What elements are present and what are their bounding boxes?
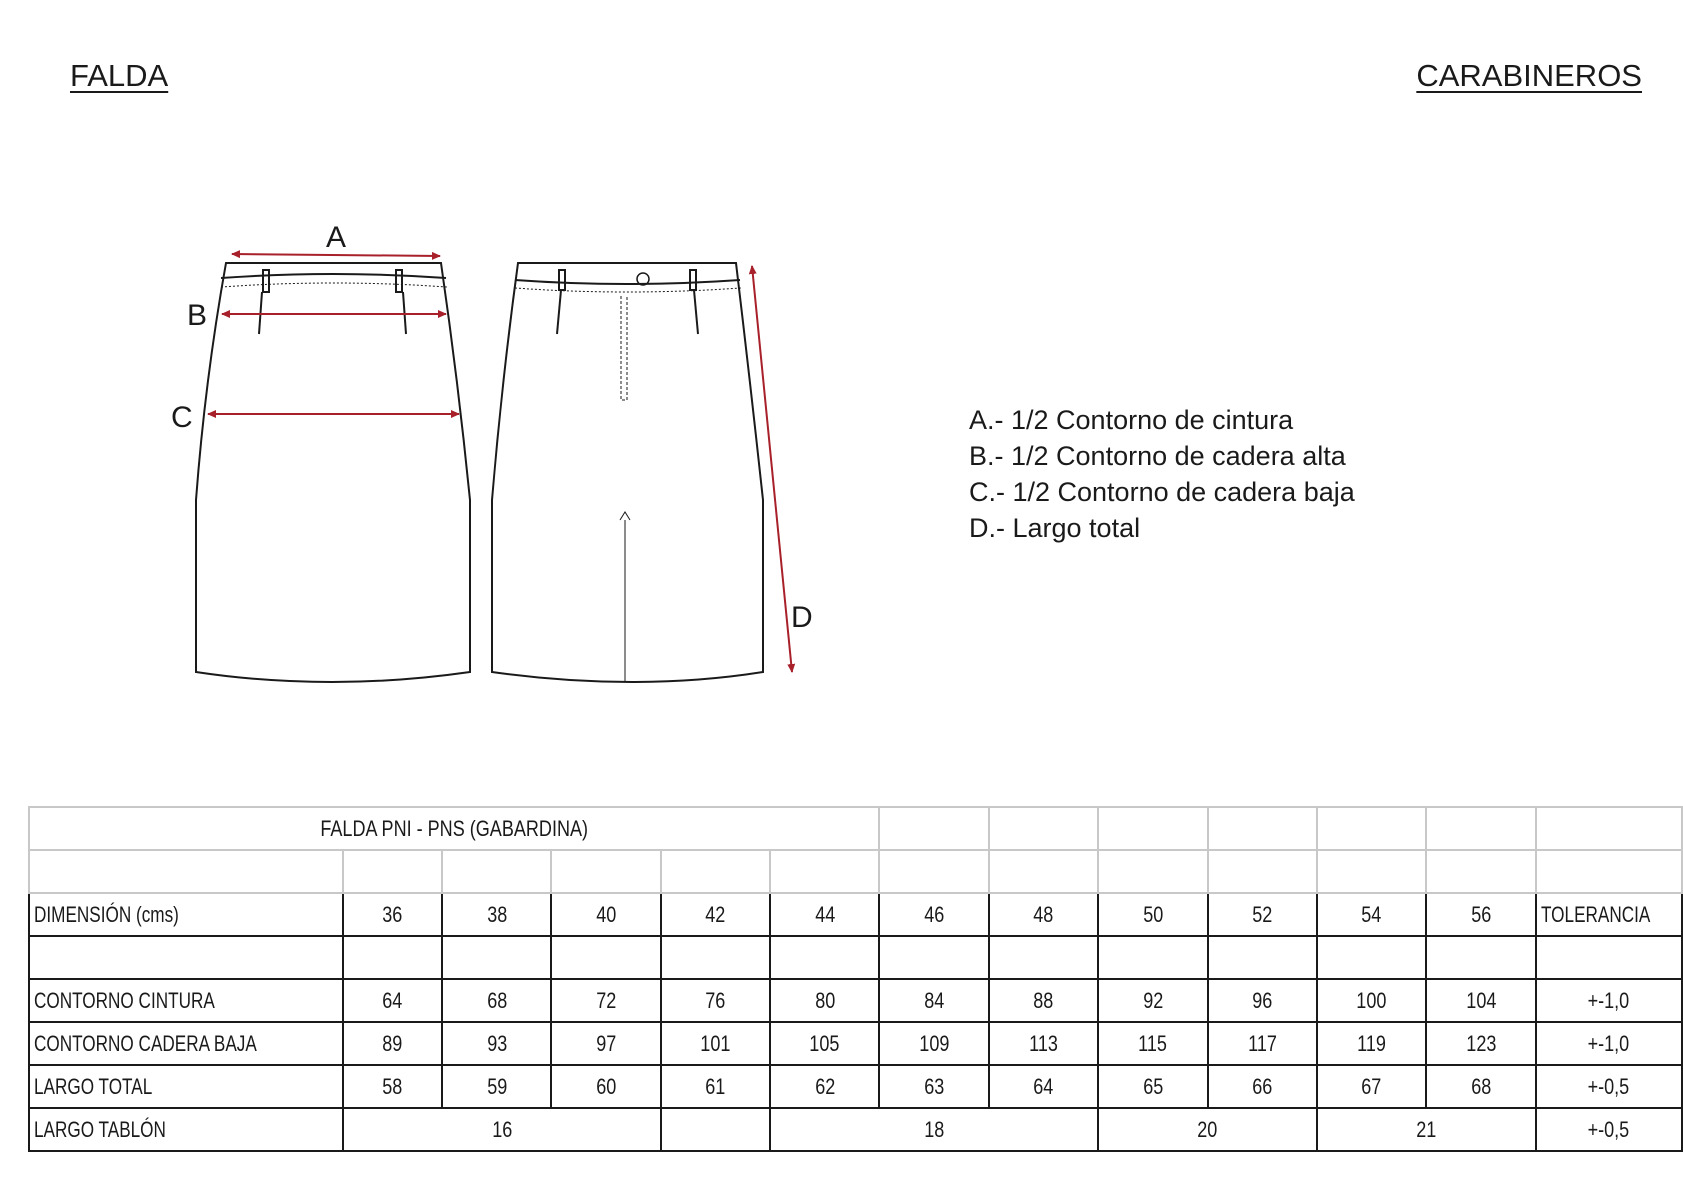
table-cell: 109 [919,1030,950,1056]
table-spacer-row [29,850,1682,893]
table-cell: 113 [1029,1030,1058,1056]
table-cell: 72 [596,987,617,1013]
legend-item-a: A.- 1/2 Contorno de cintura [969,405,1294,435]
table-cell: 105 [809,1030,840,1056]
table-header-row [29,893,1682,936]
table-cell: 101 [700,1030,731,1056]
size-spec-table [28,806,1683,1152]
table-cell: 117 [1247,1030,1277,1056]
table-spacer-row [29,936,1682,979]
legend-item-d: D.- Largo total [969,513,1141,543]
tablon-group: 20 [1197,1116,1218,1142]
label-b: B [187,299,208,332]
table-cell: 64 [382,987,403,1013]
arrow-d [752,266,792,672]
table-cell: 97 [596,1030,617,1056]
table-cell: 60 [596,1073,617,1099]
label-a: A [326,221,347,254]
skirt-back [492,263,763,682]
table-cell: 65 [1142,1073,1163,1099]
size-header: 44 [814,901,835,927]
table-cell: 80 [814,987,835,1013]
table-cell: 123 [1465,1030,1497,1056]
table-cell: 59 [486,1073,507,1099]
table-cell: 67 [1361,1073,1382,1099]
legend-item-c: C.- 1/2 Contorno de cadera baja [969,477,1355,507]
table-cell: 84 [924,987,945,1013]
table-cell: 92 [1142,987,1163,1013]
arrow-a [232,254,440,256]
size-header: 36 [382,901,403,927]
table-cell: 61 [705,1073,726,1099]
size-header: 38 [486,901,507,927]
tablon-group: 18 [924,1116,945,1142]
tolerance-header: TOLERANCIA [1540,901,1651,927]
table-cell: 58 [382,1073,403,1099]
table-row [29,1065,1682,1108]
table-title: FALDA PNI - PNS (GABARDINA) [320,815,589,841]
size-header: 42 [705,901,726,927]
table-cell: 63 [924,1073,945,1099]
size-header: 54 [1361,901,1382,927]
tolerance-cell: +-1,0 [1588,987,1630,1013]
tablon-group: 21 [1416,1116,1437,1142]
table-cell: 100 [1356,987,1387,1013]
dimension-header: DIMENSIÓN (cms) [34,901,179,927]
tolerance-cell: +-0,5 [1588,1116,1630,1142]
table-row-tablon [29,1108,1682,1151]
table-cell: 88 [1033,987,1054,1013]
table-cell: 64 [1033,1073,1054,1099]
table-cell: 119 [1357,1030,1386,1056]
size-header: 48 [1033,901,1054,927]
row-label: CONTORNO CADERA BAJA [34,1030,257,1056]
label-c: C [171,401,193,434]
label-d: D [791,601,813,634]
size-header: 40 [596,901,617,927]
tolerance-cell: +-0,5 [1588,1073,1630,1099]
skirt-front [196,263,470,682]
table-cell: 76 [705,987,726,1013]
table-title-row [29,807,1682,850]
page-title: FALDA [70,58,169,93]
table-cell: 104 [1465,987,1497,1013]
tablon-group: 16 [491,1116,512,1142]
table-cell: 66 [1252,1073,1273,1099]
row-label: LARGO TABLÓN [34,1116,166,1142]
row-label: LARGO TOTAL [34,1073,153,1099]
size-header: 46 [924,901,945,927]
table-cell: 68 [1470,1073,1492,1099]
table-row [29,979,1682,1022]
row-label: CONTORNO CINTURA [34,987,215,1013]
size-header: 56 [1470,901,1492,927]
table-cell: 89 [382,1030,403,1056]
table-cell: 96 [1252,987,1273,1013]
table-cell: 115 [1138,1030,1168,1056]
measurement-legend [969,402,1355,546]
tolerance-cell: +-1,0 [1588,1030,1630,1056]
brand-title: CARABINEROS [1416,58,1642,93]
table-cell: 93 [486,1030,507,1056]
table-cell: 62 [814,1073,835,1099]
table-row [29,1022,1682,1065]
size-header: 50 [1142,901,1163,927]
legend-item-b: B.- 1/2 Contorno de cadera alta [969,441,1346,471]
table-cell: 68 [486,987,507,1013]
size-header: 52 [1252,901,1273,927]
